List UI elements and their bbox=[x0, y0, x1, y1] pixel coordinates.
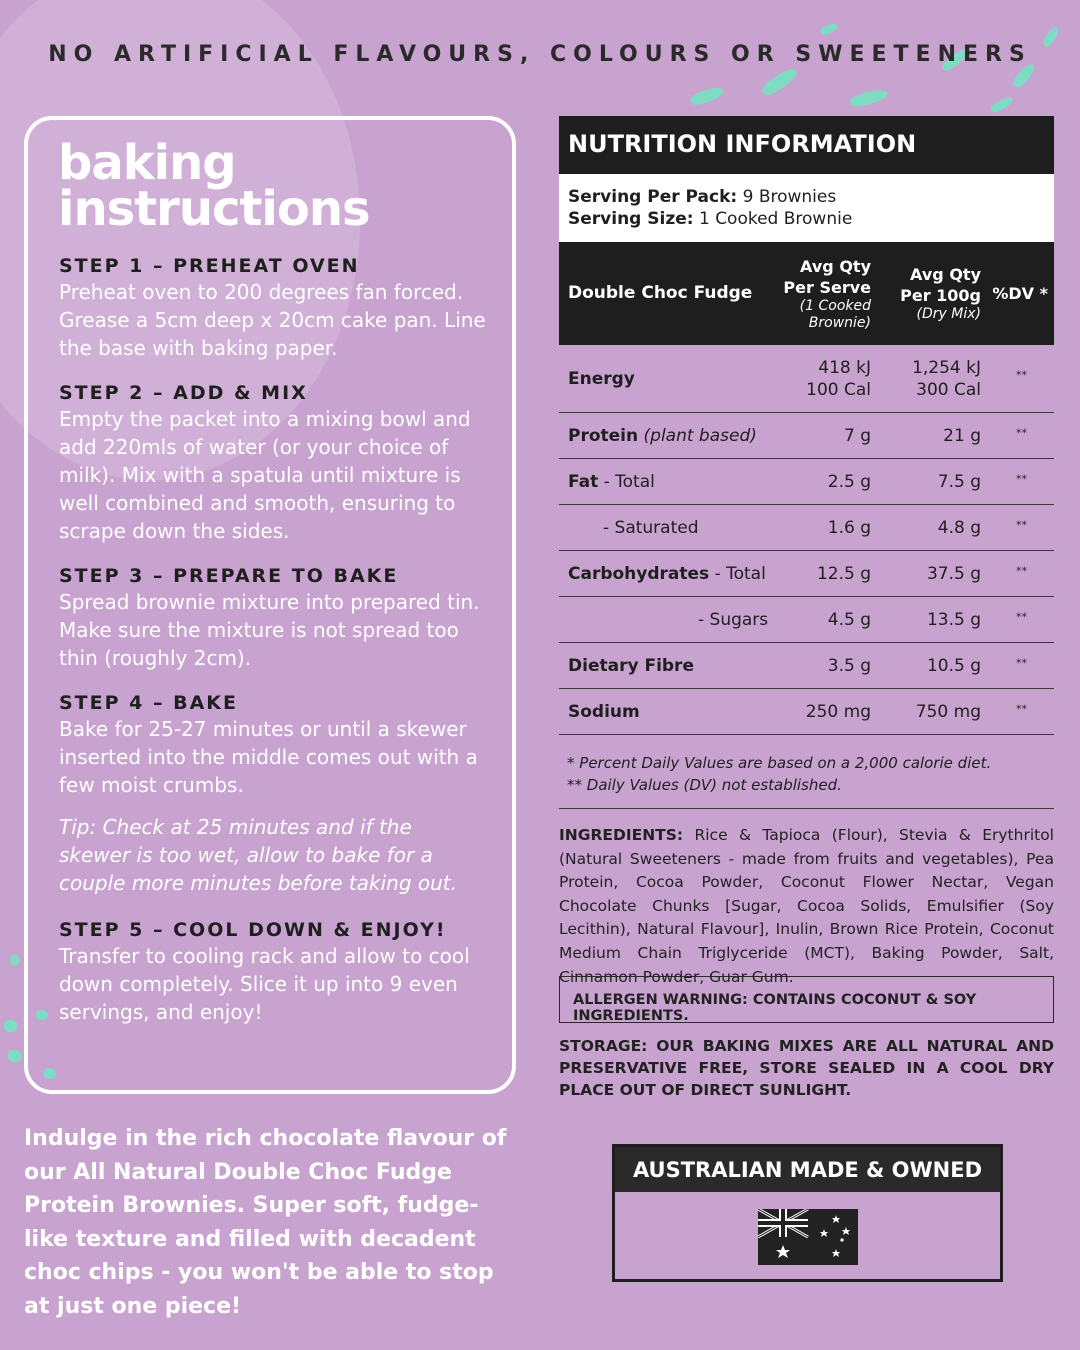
promo-text: Indulge in the rich chocolate flavour of our All Natural Double Choc Fudge Protein Brownies. Super soft, fudge-like texture and filled with decadent choc chips - you won't be able to stop at just one piece! bbox=[24, 1126, 507, 1319]
australian-made-title: AUSTRALIAN MADE & OWNED bbox=[615, 1147, 1000, 1192]
decorative-speckle bbox=[4, 1020, 18, 1032]
dv-value: ** bbox=[1016, 426, 1027, 440]
per-serve-value: 12.5 g bbox=[816, 563, 871, 584]
step-heading: STEP 5 – COOL DOWN & ENJOY! bbox=[59, 919, 447, 941]
australian-flag-icon bbox=[758, 1209, 858, 1265]
decorative-speckle bbox=[10, 955, 20, 965]
baking-title-line: baking bbox=[58, 135, 236, 191]
nutrient-qualifier: - Total bbox=[709, 563, 766, 584]
step-text: Empty the packet into a mixing bowl and add 220mls of water (or your choice of milk). Mix with a spatula until mixture is well combined and smooth, ensuring to scrape down the sides. bbox=[59, 407, 471, 543]
table-row bbox=[559, 689, 1054, 735]
column-per-100g bbox=[881, 264, 981, 323]
column-per-100g-sub: (Dry Mix) bbox=[916, 306, 981, 322]
per-100g-value: 21 g bbox=[943, 425, 981, 446]
step-text: Preheat oven to 200 degrees fan forced. Grease a 5cm deep x 20cm cake pan. Line the base with baking paper. bbox=[59, 280, 486, 360]
step-heading: STEP 3 – PREPARE TO BAKE bbox=[59, 565, 399, 587]
table-row bbox=[559, 505, 1054, 551]
nutrient-qualifier: - Sugars bbox=[698, 609, 769, 630]
baking-tip: Tip: Check at 25 minutes and if the skewer is too wet, allow to bake for a couple more minutes before taking out. bbox=[59, 815, 457, 895]
column-per-serve-sub: Brownie) bbox=[808, 315, 871, 331]
decorative-speckle bbox=[989, 95, 1014, 115]
nutrient-qualifier: - Total bbox=[598, 471, 655, 492]
dv-value: ** bbox=[1016, 702, 1027, 716]
step bbox=[59, 692, 489, 799]
table-row bbox=[559, 413, 1054, 459]
step-text: Bake for 25-27 minutes or until a skewer inserted into the middle comes out with a few moist crumbs. bbox=[59, 717, 478, 797]
nutrition-table bbox=[559, 345, 1054, 735]
decorative-speckle bbox=[849, 87, 889, 108]
dv-value: ** bbox=[1016, 564, 1027, 578]
per-serve-value: 2.5 g bbox=[827, 471, 871, 492]
step-heading: STEP 1 – PREHEAT OVEN bbox=[59, 255, 360, 277]
storage-info: STORAGE: OUR BAKING MIXES ARE ALL NATURAL AND PRESERVATIVE FREE, STORE SEALED IN A COOL DRY PLACE OUT OF DIRECT SUNLIGHT. bbox=[559, 1037, 1054, 1099]
serving-per-pack-label: Serving Per Pack: bbox=[568, 187, 738, 207]
ingredients-label: INGREDIENTS: bbox=[559, 826, 684, 844]
per-serve-value: 7 g bbox=[843, 425, 871, 446]
table-row bbox=[559, 551, 1054, 597]
nutrition-column-header bbox=[559, 242, 1054, 345]
nutrient-name: Energy bbox=[568, 368, 635, 389]
nutrient-name: Protein bbox=[568, 425, 639, 446]
nutrient-name: Fat bbox=[568, 471, 599, 492]
step bbox=[59, 382, 489, 545]
serving-size-label: Serving Size: bbox=[568, 209, 694, 229]
nutrition-title: NUTRITION INFORMATION bbox=[559, 116, 1054, 174]
per-100g-value: 7.5 g bbox=[937, 471, 981, 492]
ingredients-text: Rice & Tapioca (Flour), Stevia & Erythritol (Natural Sweeteners - made from fruits and vegetables), Pea Protein, Cocoa Powder, Coconut Flower Nectar, Vegan Chocolate Chunks [Sugar, Cocoa Solids, Emulsifier (Soy Lecithin), Natural Flavour], Inulin, Brown Rice Protein, Coconut Medium Chain Triglyceride (MCT), Baking Powder, Salt, Cinnamon Powder, Guar Gum. bbox=[559, 826, 1054, 986]
australian-made-badge bbox=[612, 1144, 1003, 1282]
baking-title-line: instructions bbox=[58, 181, 370, 237]
dv-value: ** bbox=[1016, 610, 1027, 624]
nutrient-name: Carbohydrates bbox=[568, 563, 710, 584]
serving-per-pack-value: 9 Brownies bbox=[742, 187, 837, 207]
nutrition-footnotes bbox=[567, 752, 991, 796]
nutrient-qualifier: (plant based) bbox=[643, 425, 757, 446]
column-per-serve-sub: (1 Cooked bbox=[799, 298, 871, 314]
step-heading: STEP 4 – BAKE bbox=[59, 692, 239, 714]
step bbox=[59, 919, 489, 1026]
column-per-100g-line: Per 100g bbox=[900, 286, 981, 305]
per-serve-value: 100 Cal bbox=[806, 379, 871, 400]
per-100g-value: 10.5 g bbox=[926, 655, 981, 676]
step bbox=[59, 565, 489, 672]
dv-value: ** bbox=[1016, 368, 1027, 382]
footnote: ** Daily Values (DV) not established. bbox=[567, 776, 842, 794]
step-text: Transfer to cooling rack and allow to cool down completely. Slice it up into 9 even servings, and enjoy! bbox=[59, 944, 470, 1024]
table-row bbox=[559, 459, 1054, 505]
column-product-name: Double Choc Fudge bbox=[568, 283, 753, 303]
per-serve-value: 418 kJ bbox=[818, 357, 871, 378]
per-100g-value: 4.8 g bbox=[937, 517, 981, 538]
footnote: * Percent Daily Values are based on a 2,000 calorie diet. bbox=[567, 754, 992, 772]
per-serve-value: 1.6 g bbox=[827, 517, 871, 538]
per-100g-value: 1,254 kJ bbox=[912, 357, 981, 378]
step-text: Spread brownie mixture into prepared tin. Make sure the mixture is not spread too thin (roughly 2cm). bbox=[59, 590, 480, 670]
allergen-warning: ALLERGEN WARNING: CONTAINS COCONUT & SOY INGREDIENTS. bbox=[559, 976, 1054, 1023]
decorative-speckle bbox=[8, 1050, 22, 1062]
per-100g-value: 37.5 g bbox=[926, 563, 981, 584]
table-row bbox=[559, 597, 1054, 643]
table-row bbox=[559, 643, 1054, 689]
per-100g-value: 13.5 g bbox=[926, 609, 981, 630]
table-row bbox=[559, 345, 1054, 413]
column-per-serve-line: Avg Qty bbox=[800, 257, 871, 276]
column-per-100g-line: Avg Qty bbox=[910, 265, 981, 284]
steps-list bbox=[59, 255, 489, 1046]
per-serve-value: 250 mg bbox=[805, 701, 871, 722]
serving-info bbox=[559, 174, 1054, 242]
dv-value: ** bbox=[1016, 656, 1027, 670]
column-per-serve bbox=[771, 256, 871, 332]
divider bbox=[559, 808, 1054, 809]
decorative-speckle bbox=[689, 85, 725, 108]
decorative-speckle bbox=[819, 22, 839, 37]
step-heading: STEP 2 – ADD & MIX bbox=[59, 382, 308, 404]
nutrient-name: Sodium bbox=[568, 701, 640, 722]
step bbox=[59, 255, 489, 362]
column-dv: %DV * bbox=[992, 284, 1048, 303]
per-100g-value: 750 mg bbox=[915, 701, 981, 722]
nutrient-qualifier: - Saturated bbox=[603, 517, 699, 538]
headline: NO ARTIFICIAL FLAVOURS, COLOURS OR SWEETENERS bbox=[48, 42, 1032, 67]
decorative-speckle bbox=[760, 65, 800, 99]
baking-title bbox=[58, 135, 370, 237]
dv-value: ** bbox=[1016, 518, 1027, 532]
nutrient-name: Dietary Fibre bbox=[568, 655, 694, 676]
column-per-serve-line: Per Serve bbox=[783, 278, 871, 297]
serving-size-value: 1 Cooked Brownie bbox=[698, 209, 853, 229]
per-serve-value: 4.5 g bbox=[827, 609, 871, 630]
per-serve-value: 3.5 g bbox=[827, 655, 871, 676]
per-100g-value: 300 Cal bbox=[916, 379, 981, 400]
dv-value: ** bbox=[1016, 472, 1027, 486]
ingredients bbox=[559, 824, 1054, 989]
